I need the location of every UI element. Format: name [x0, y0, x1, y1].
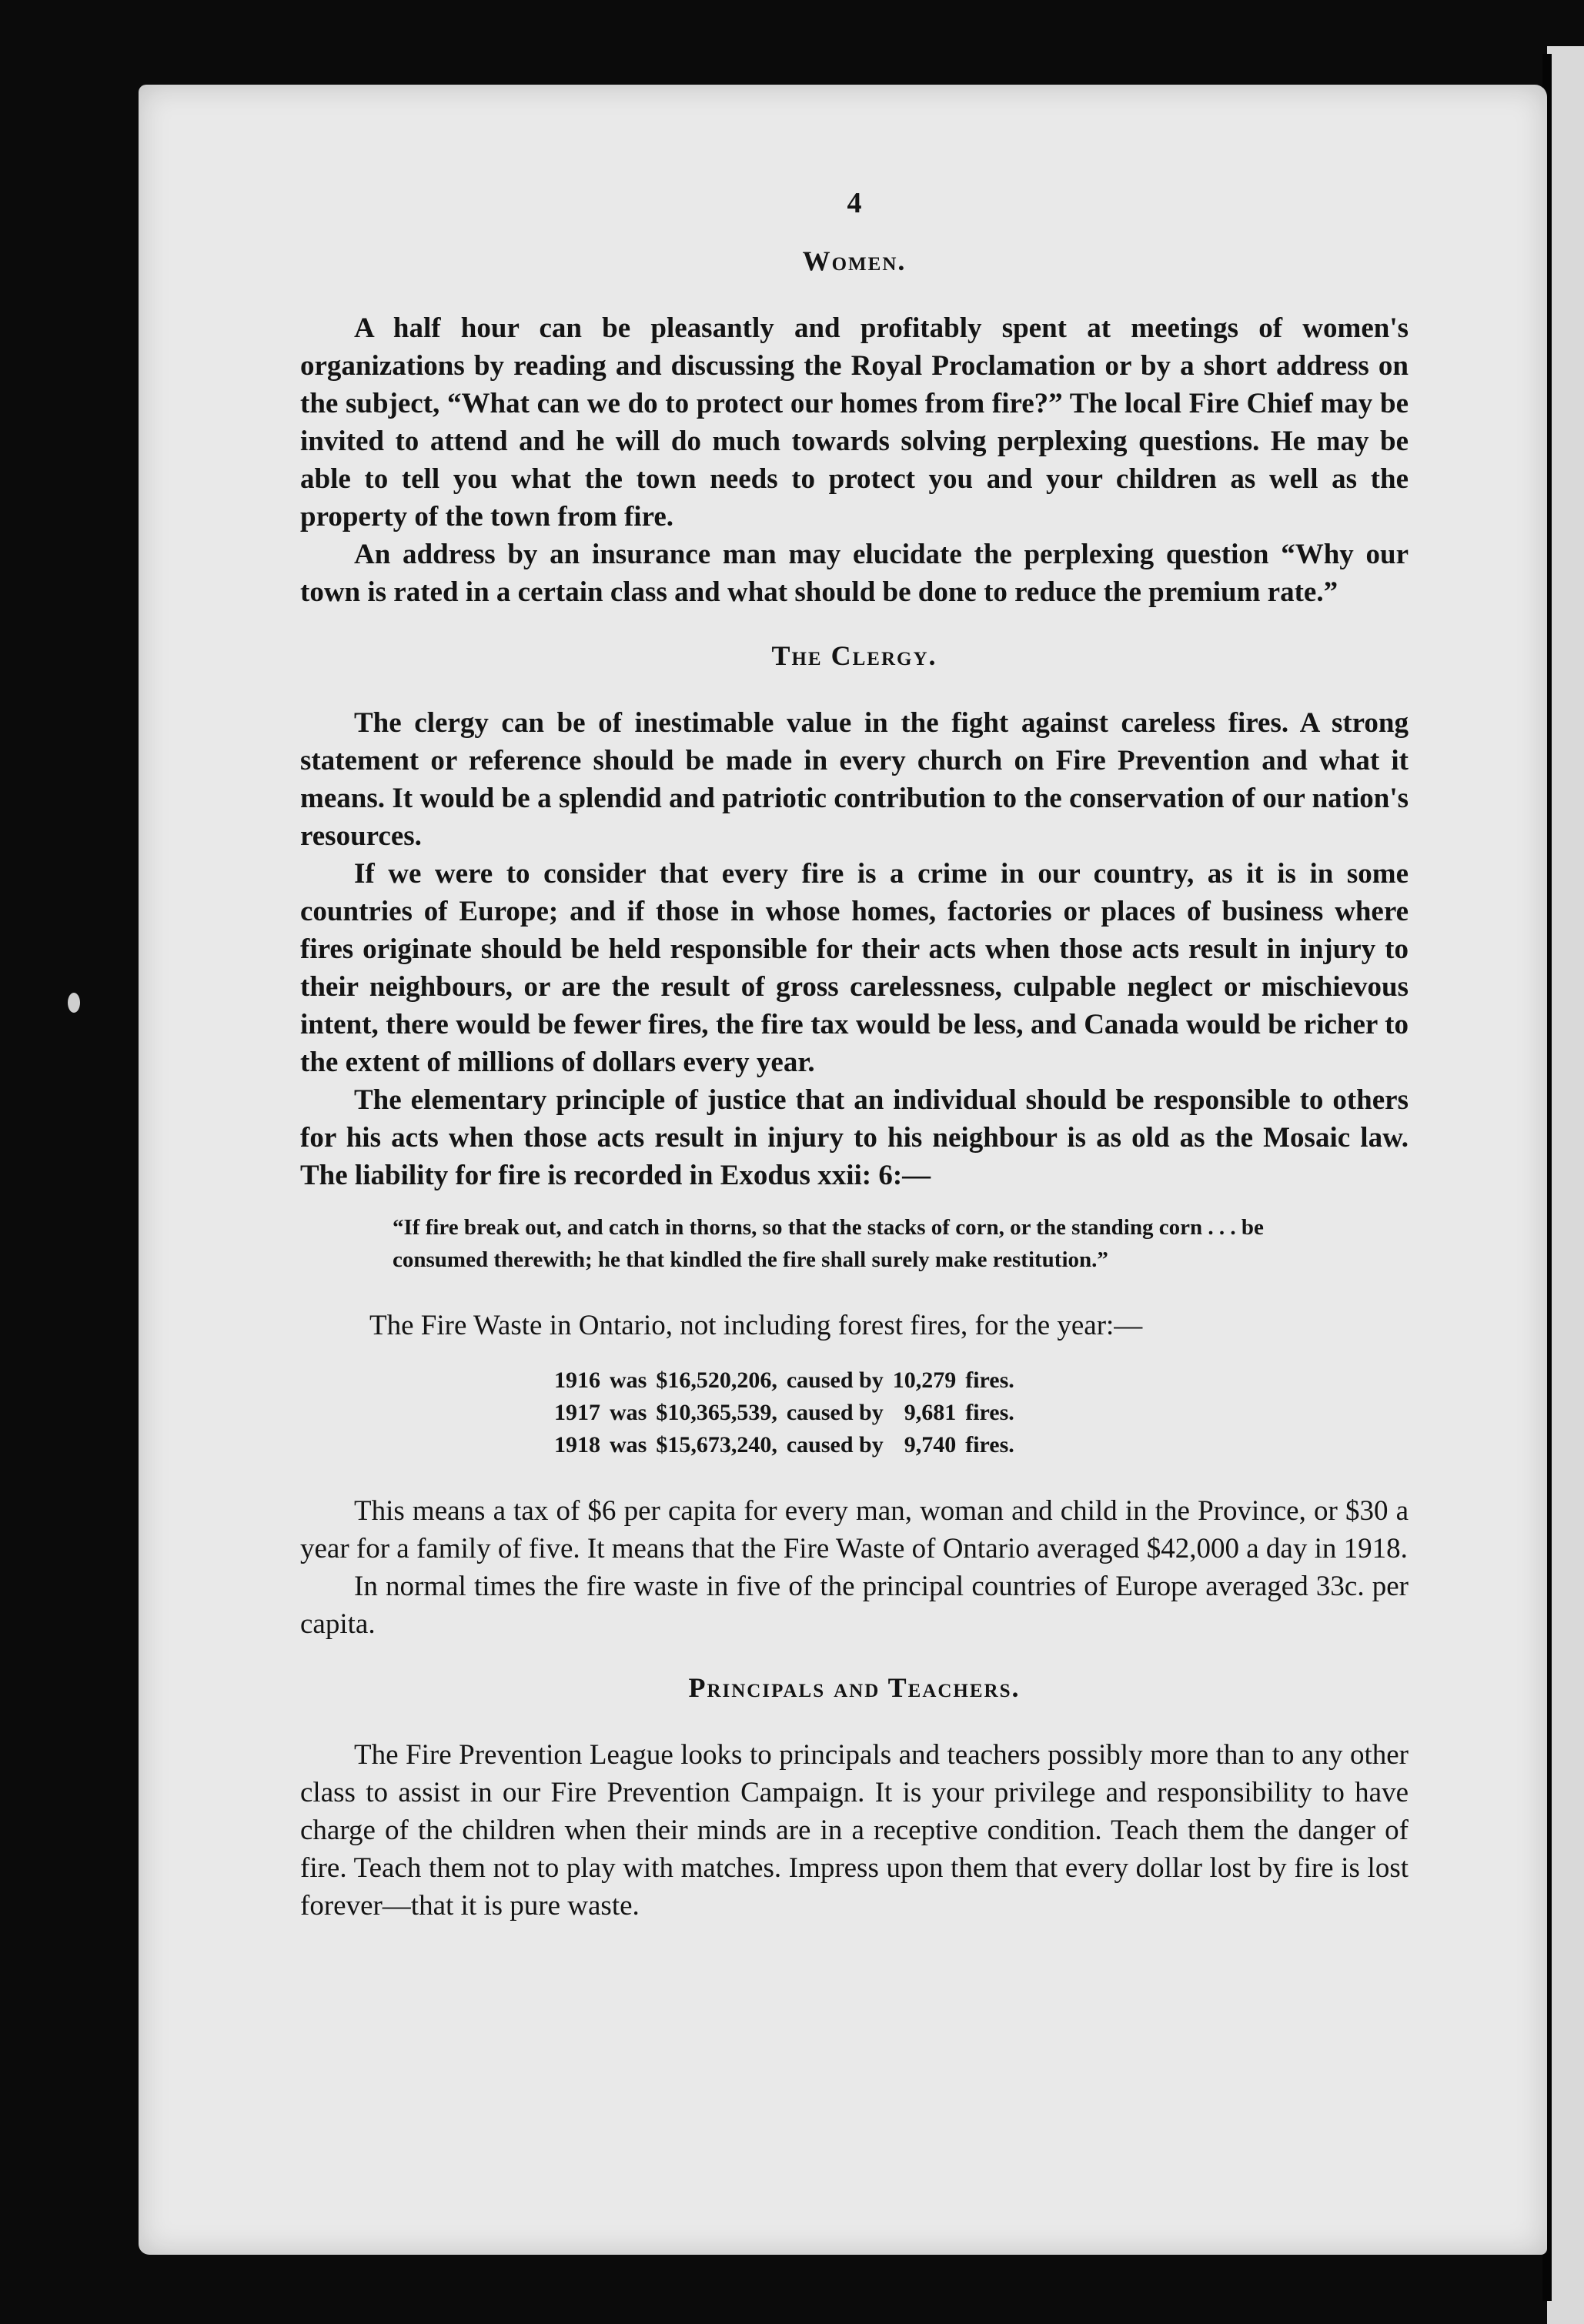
paragraph: If we were to consider that every fire is a crime in our country, as it is in some countries of Europe; and if those in whose homes, factories or places of business where fires originate should be held responsible for their acts when those acts result in injury to their neighbours, or are the result of gross carelessness, culpable neglect or mischievous intent, there would be fewer fires, the fire tax would be less, and Canada would be richer to the extent of millions of dollars every year.: [300, 858, 1409, 1078]
table-row: [554, 1364, 1024, 1397]
paragraph: In normal times the fire waste in five of the principal countries of Europe averaged 33c. per capita.: [300, 1571, 1409, 1640]
paragraph: A half hour can be pleasantly and profitably spent at meetings of women's organizations by reading and discussing the Royal Proclamation or by a short address on the subject, “What can we do to protect our homes from fire?” The local Fire Chief may be invited to attend and he will do much towards solving perplexing questions. He may be able to tell you what the town needs to protect you and your children as well as the property of the town from fire.: [300, 312, 1409, 533]
was-cell: was: [610, 1400, 647, 1425]
amount-cell: $10,365,539,: [656, 1400, 777, 1425]
heading-women: Women.: [802, 245, 907, 276]
count-cell: 9,681: [904, 1400, 957, 1425]
page-number: 4: [847, 187, 862, 219]
table-row: [554, 1429, 1024, 1461]
unit-cell: fires.: [965, 1367, 1014, 1393]
paragraph: The elementary principle of justice that an individual should be responsible to others for his acts when those acts result in injury to his neighbour is as old as the Mosaic law. The liability for fire is recorded in Exodus xxii: 6:—: [300, 1084, 1409, 1191]
count-cell: 9,740: [904, 1432, 957, 1458]
count-cell: 10,279: [892, 1367, 957, 1393]
fire-waste-intro: The Fire Waste in Ontario, not including forest fires, for the year:—: [369, 1310, 1143, 1341]
was-cell: was: [610, 1367, 647, 1393]
amount-cell: $16,520,206,: [656, 1367, 777, 1393]
year-cell: 1917: [554, 1400, 600, 1425]
was-cell: was: [610, 1432, 647, 1458]
caused-cell: caused by: [786, 1367, 884, 1393]
section-principals: [300, 1669, 1409, 1925]
heading-clergy: The Clergy.: [771, 640, 937, 671]
scan-speck: [68, 993, 80, 1013]
paragraph: The clergy can be of inestimable value in the fight against careless fires. A strong statement or reference should be made in every church on Fire Prevention and what it means. It would be a splendid and patriotic contribution to the conservation of our nation's resources.: [300, 707, 1409, 852]
year-cell: 1916: [554, 1367, 600, 1393]
caused-cell: caused by: [786, 1432, 884, 1458]
scripture-quote: “If fire break out, and catch in thorns, so that the stacks of corn, or the standing corn . . . be consumed therewith; he that kindled the fire shall surely make restitution.”: [393, 1215, 1264, 1272]
year-cell: 1918: [554, 1432, 600, 1458]
unit-cell: fires.: [965, 1432, 1014, 1458]
adjacent-page-edge: [1547, 46, 1584, 2324]
page-content: [300, 185, 1409, 1951]
heading-principals: Principals and Teachers.: [688, 1672, 1021, 1703]
amount-cell: $15,673,240,: [656, 1432, 777, 1458]
paragraph: This means a tax of $6 per capita for every man, woman and child in the Province, or $30 a year for a family of five. It means that the Fire Waste of Ontario averaged $42,000 a day in 1918.: [300, 1495, 1409, 1564]
section-women: [300, 242, 1409, 611]
unit-cell: fires.: [965, 1400, 1014, 1425]
caused-cell: caused by: [786, 1400, 884, 1425]
section-clergy: [300, 637, 1409, 1276]
paragraph: The Fire Prevention League looks to principals and teachers possibly more than to any other class to assist in our Fire Prevention Campaign. It is your privilege and responsibility to have charge of the children when their minds are in a receptive condition. Teach them the danger of fire. Teach them not to play with matches. Impress upon them that every dollar lost by fire is lost forever—that it is pure waste.: [300, 1739, 1409, 1922]
paragraph: An address by an insurance man may elucidate the perplexing question “Why our town is rated in a certain class and what should be done to reduce the premium rate.”: [300, 539, 1409, 608]
fire-waste-table: [554, 1364, 1024, 1461]
section-fire-waste: [300, 1307, 1409, 1643]
table-row: [554, 1397, 1024, 1429]
